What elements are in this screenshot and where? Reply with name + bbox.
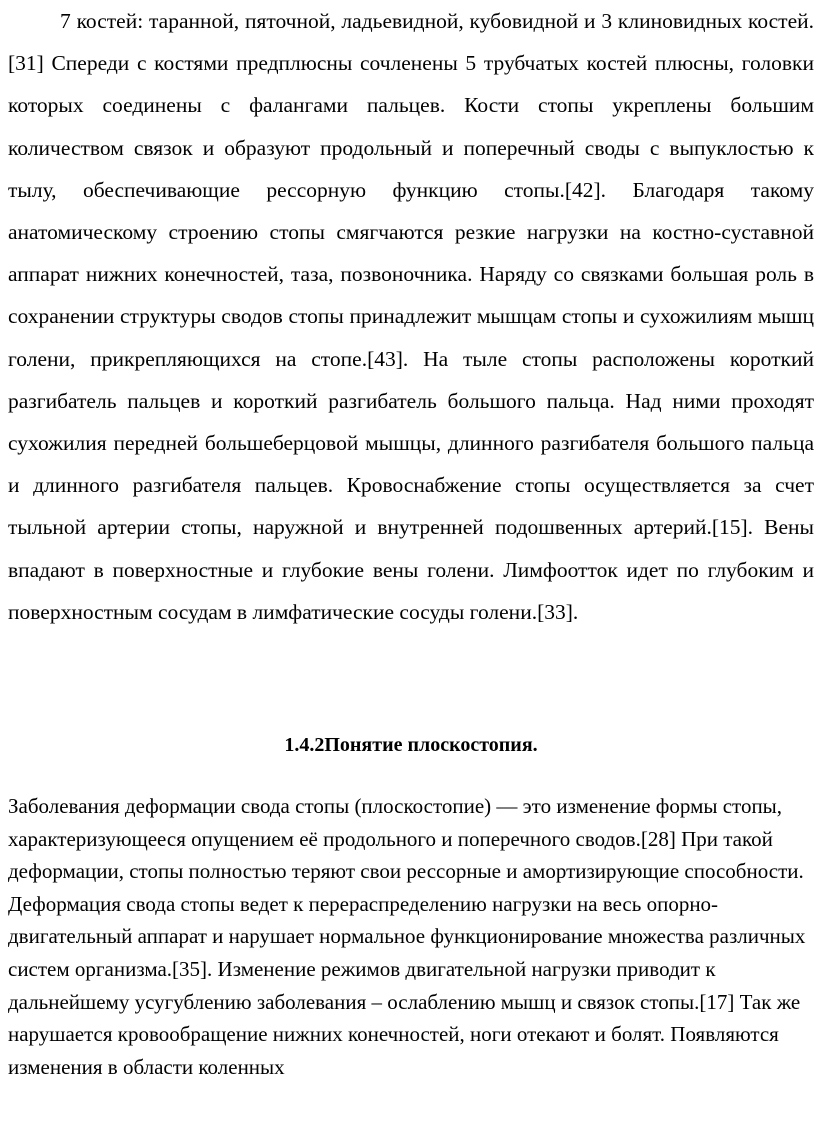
section-heading: 1.4.2Понятие плоскостопия.	[284, 734, 538, 756]
body-paragraph-foot-anatomy: 7 костей: таранной, пяточной, ладьевидной, кубовидной и 3 клиновидных костей.[31] Спереди с костями предплюсны сочленены 5 трубчатых костей плюсны, головки которых соединены с фалангами пальцев. Кости стопы укреплены большим количеством связок и образуют продольный и поперечный своды с выпуклостью к тылу, обеспечивающие рессорную функцию стопы.[42]. Благодаря такому анатомическому строению стопы смягчаются резкие нагрузки на костно-суставной аппарат нижних конечностей, таза, позвоночника. Наряду со связками большая роль в сохранении структуры сводов стопы принадлежит мышцам стопы и сухожилиям мышц голени, прикрепляющихся на стопе.[43]. На тыле стопы расположены короткий разгибатель пальцев и короткий разгибатель большого пальца. Над ними проходят сухожилия передней большеберцовой мышцы, длинного разгибателя большого пальца и длинного разгибателя пальцев. Кровоснабжение стопы осуществляется за счет тыльной артерии стопы, наружной и внутренней подошвенных артерий.[15]. Вены впадают в поверхностные и глубокие вены голени. Лимфоотток идет по глубоким и поверхностным сосудам в лимфатические сосуды голени.[33].	[8, 9, 814, 624]
body-paragraph-flatfoot: Заболевания деформации свода стопы (плоскостопие) — это изменение формы стопы, характеризующееся опущением её продольного и поперечного сводов.[28] При такой деформации, стопы полностью теряют свои рессорные и амортизирующие способности. Деформация свода стопы ведет к перераспределению нагрузки на весь опорно-двигательный аппарат и нарушает нормальное функционирование множества различных систем организма.[35]. Изменение режимов двигательной нагрузки приводит к дальнейшему усугублению заболевания – ослаблению мышц и связок стопы.[17] Так же нарушается кровообращение нижних конечностей, ноги отекают и болят. Появляются изменения в области коленных	[8, 794, 806, 1079]
